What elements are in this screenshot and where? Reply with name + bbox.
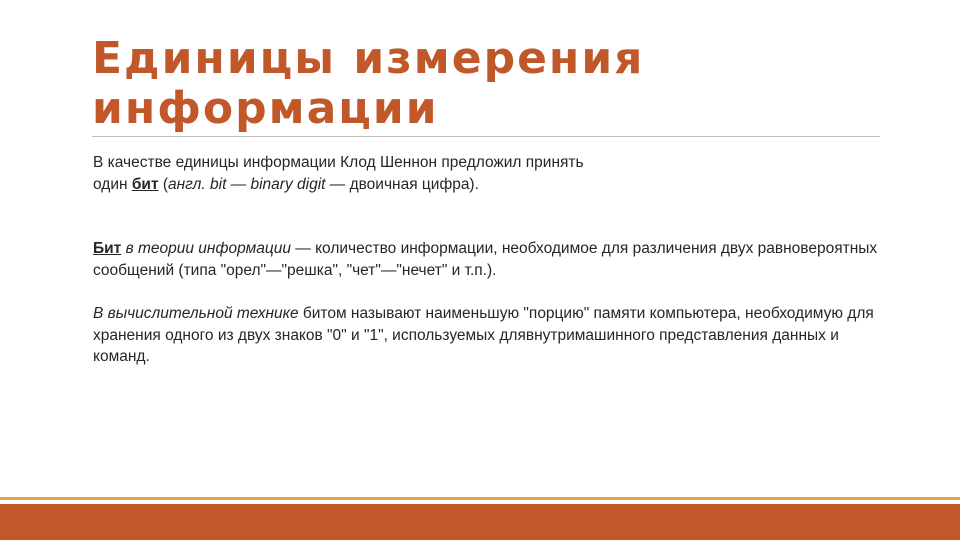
p1-line1: В качестве единицы информации Клод Шеннон предложил принять bbox=[93, 154, 584, 171]
p1-english-term: англ. bit — binary digit bbox=[168, 175, 326, 193]
paragraph-shannon bbox=[93, 152, 893, 195]
p2-text: — количество информации, необходимое для различения двух равновероятных сообщений (типа "орел"—"решка", "чет"—"нечет" и т.п.). bbox=[93, 240, 878, 279]
term-bit-heading-link[interactable]: Бит bbox=[93, 240, 122, 257]
p3-italic: В вычислительной технике bbox=[93, 305, 299, 322]
p1-paren-open: ( bbox=[158, 175, 169, 193]
slide-title: Единицы измерения информации bbox=[92, 33, 645, 134]
title-divider bbox=[92, 136, 880, 137]
p1-suffix: — двоичная цифра). bbox=[325, 175, 479, 193]
footer-bar bbox=[0, 504, 960, 540]
paragraph-information-theory bbox=[93, 238, 893, 281]
term-bit-link[interactable]: бит bbox=[131, 175, 159, 193]
slide-body bbox=[93, 152, 893, 368]
p3-text: битом называют наименьшую "порцию" памяти компьютера, необходимую для хранения одного из двух знаков "0" и "1", используемых длявнутримашинного представления данных и команд. bbox=[93, 305, 874, 365]
p2-italic: в теории информации bbox=[121, 240, 291, 257]
p1-prefix: один bbox=[93, 175, 132, 193]
footer-accent-line bbox=[0, 497, 960, 500]
paragraph-computing bbox=[93, 303, 893, 368]
